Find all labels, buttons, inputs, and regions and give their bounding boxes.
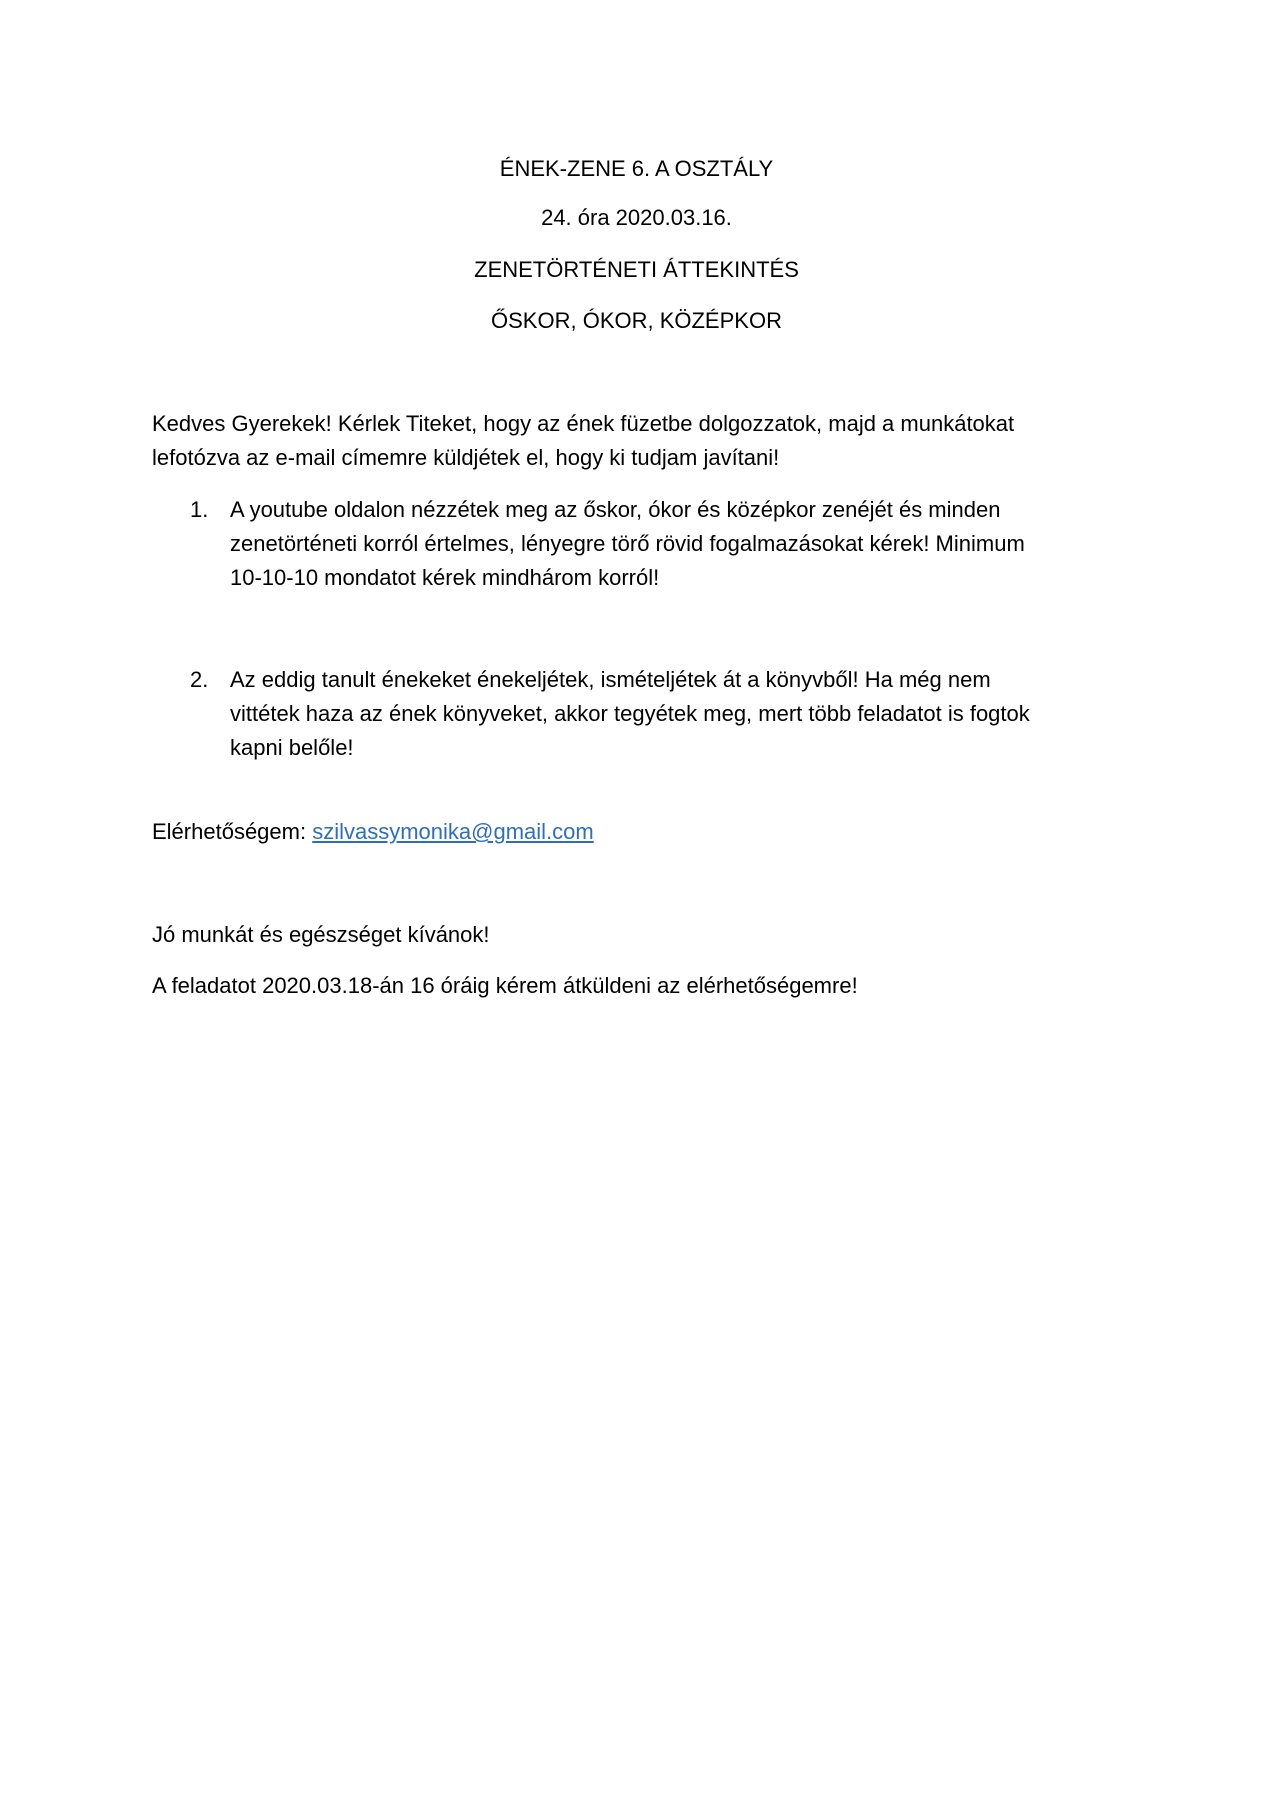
task-number: 2. <box>190 667 209 692</box>
deadline-note: A feladatot 2020.03.18-án 16 óráig kérem átküldeni az elérhetőségemre! <box>152 973 858 998</box>
intro-paragraph <box>152 407 1112 475</box>
email-link[interactable]: szilvassymonika@gmail.com <box>312 819 594 844</box>
task-line: Az eddig tanult énekeket énekeljétek, ismételjétek át a könyvből! Ha még nem <box>230 667 991 692</box>
task-text <box>230 663 1110 765</box>
intro-line-2: lefotózva az e-mail címemre küldjétek el, hogy ki tudjam javítani! <box>152 445 780 470</box>
task-line: 10-10-10 mondatot kérek mindhárom korról! <box>230 565 660 590</box>
task-line: kapni belőle! <box>230 735 354 760</box>
periods-heading: ŐSKOR, ÓKOR, KÖZÉPKOR <box>491 308 782 333</box>
contact-line <box>152 815 1112 849</box>
document-title: ÉNEK-ZENE 6. A OSZTÁLY <box>499 156 774 181</box>
contact-label: Elérhetőségem: <box>152 819 313 844</box>
task-text <box>230 493 1110 595</box>
task-line: vittétek haza az ének könyveket, akkor tegyétek meg, mert több feladatot is fogtok <box>230 701 1030 726</box>
topic-heading: ZENETÖRTÉNETI ÁTTEKINTÉS <box>474 257 799 282</box>
task-number: 1. <box>190 497 209 522</box>
task-line: zenetörténeti korról értelmes, lényegre törő rövid fogalmazásokat kérek! Minimum <box>230 531 1025 556</box>
task-line: A youtube oldalon nézzétek meg az őskor, ókor és középkor zenéjét és minden <box>230 497 1001 522</box>
closing-wish: Jó munkát és egészséget kívánok! <box>152 922 490 947</box>
lesson-date: 24. óra 2020.03.16. <box>541 205 732 230</box>
intro-line-1: Kedves Gyerekek! Kérlek Titeket, hogy az ének füzetbe dolgozzatok, majd a munkátokat <box>152 411 1015 436</box>
